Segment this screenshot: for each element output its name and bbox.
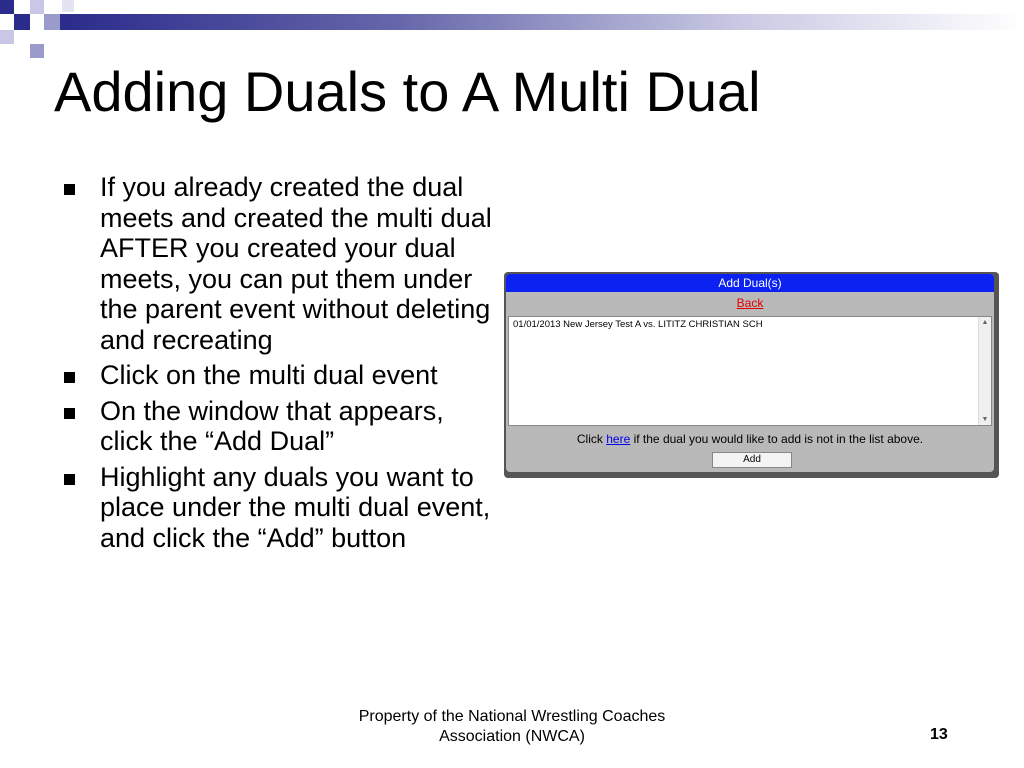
deco-square (14, 14, 30, 30)
deco-square (0, 0, 14, 14)
info-prefix: Click (576, 432, 603, 446)
scroll-up-arrow-icon[interactable]: ▲ (981, 319, 989, 326)
square-bullet-icon (64, 408, 75, 419)
bullet-item (62, 360, 502, 391)
bullet-list (62, 172, 502, 558)
page-number: 13 (930, 726, 948, 743)
bullet-item (62, 462, 502, 554)
square-bullet-icon (64, 372, 75, 383)
list-item[interactable]: 01/01/2013 New Jersey Test A vs. LITITZ CHRISTIAN SCH (513, 319, 763, 330)
scrollbar[interactable] (978, 317, 991, 425)
bullet-text: On the window that appears, click the “Add Dual” (100, 395, 444, 456)
deco-square (30, 44, 44, 58)
dual-listbox[interactable] (508, 316, 992, 426)
bullet-text: If you already created the dual meets and created the multi dual AFTER you created your dual meets, you can put them under the parent event without deleting and recreating (100, 172, 492, 355)
deco-square (44, 14, 60, 30)
scroll-down-arrow-icon[interactable]: ▼ (981, 416, 989, 423)
deco-square (62, 0, 74, 12)
add-duals-screenshot (504, 272, 999, 478)
here-link[interactable]: here (606, 432, 631, 446)
deco-square (0, 30, 14, 44)
square-bullet-icon (64, 184, 75, 195)
square-bullet-icon (64, 474, 75, 485)
bullet-item (62, 396, 502, 457)
add-button[interactable]: Add (712, 452, 792, 468)
bullet-text: Highlight any duals you want to place under the multi dual event, and click the “Add” button (100, 461, 491, 553)
add-duals-panel (506, 274, 994, 472)
bullet-item (62, 172, 502, 355)
footer-text: Property of the National Wrestling Coaches Association (NWCA) (358, 708, 666, 745)
title-gradient-bar (60, 14, 1024, 30)
info-suffix: if the dual you would like to add is not in the list above. (633, 432, 924, 446)
deco-square (30, 0, 44, 14)
bullet-text: Click on the multi dual event (100, 360, 438, 390)
info-text (506, 432, 994, 446)
slide-title: Adding Duals to A Multi Dual (54, 60, 761, 123)
panel-header: Add Dual(s) (506, 274, 994, 292)
back-link[interactable]: Back (736, 296, 764, 310)
